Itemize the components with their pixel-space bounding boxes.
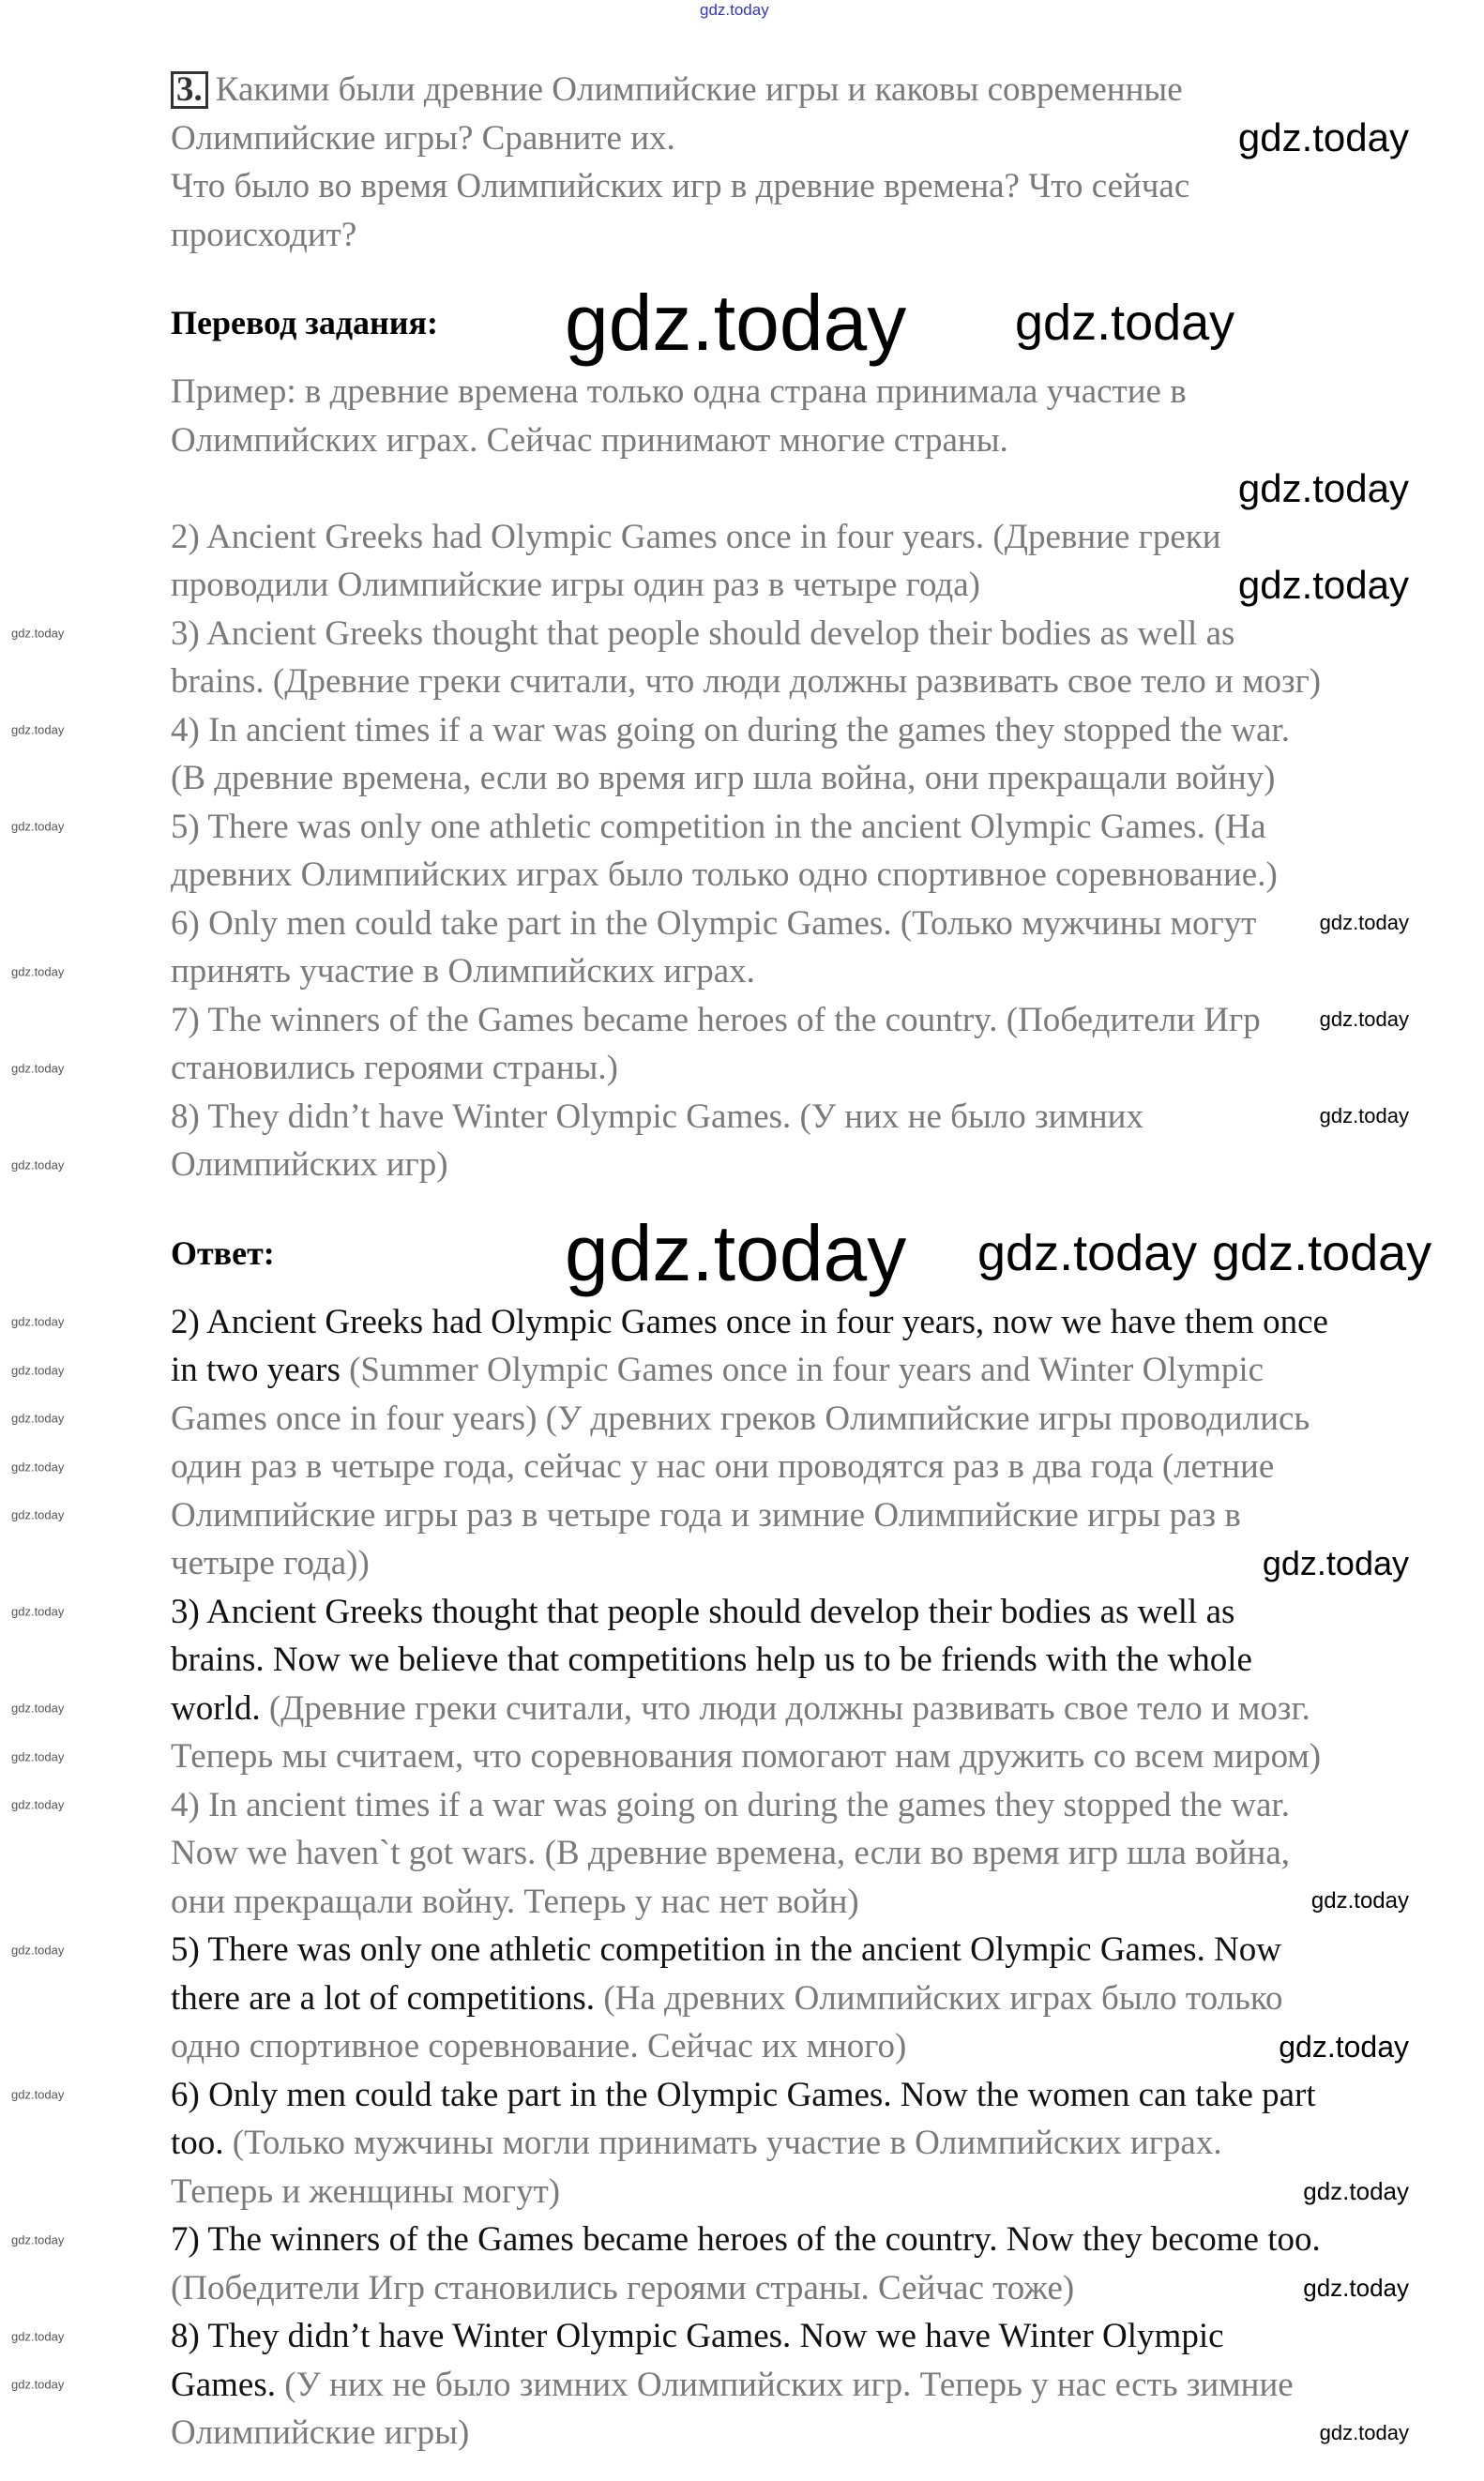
watermark: gdz.today	[11, 626, 65, 641]
translation-line	[171, 464, 1446, 513]
translation-text: Теперь и женщины могут)	[171, 2171, 561, 2211]
question-line	[171, 66, 1446, 114]
translation-text: одно спортивное соревнование. Сейчас их много)	[171, 2027, 907, 2065]
answer-line	[11, 1781, 1446, 1830]
translation-text: 6) Only men could take part in the Olympic Games. (Только мужчины могут	[171, 903, 1257, 943]
translation-text: (В древние времена, если во время игр шла война, они прекращали войну)	[171, 759, 1276, 797]
translation-text: Games once in four years) (У древних греков Олимпийские игры проводились	[171, 1399, 1310, 1438]
watermark: gdz.today	[1303, 2274, 1409, 2303]
translation-line	[171, 851, 1446, 900]
watermark: gdz.today	[700, 1, 769, 19]
answer-line	[11, 2071, 1446, 2120]
answer-line	[11, 1685, 1446, 1733]
answer-line	[11, 1395, 1446, 1444]
translation-text: Пример: в древние времена только одна страна принимала участие в	[171, 372, 1187, 411]
watermark: gdz.today	[1212, 1224, 1432, 1281]
answer-text: 2) Ancient Greeks had Olympic Games once in four years, now we have them once	[171, 1302, 1328, 1341]
answer-text: brains. Now we believe that competitions help us to be friends with the whole	[171, 1641, 1252, 1679]
answer-text: 7) The winners of the Games became heroes of the country. Now they become too.	[171, 2220, 1321, 2259]
answer-text: 8) They didn’t have Winter Olympic Games. Now we have Winter Olympic	[171, 2317, 1224, 2355]
watermark: gdz.today	[11, 1363, 65, 1378]
watermark: gdz.today	[11, 1460, 65, 1475]
answer-line	[171, 1636, 1446, 1685]
translation-text: Олимпийские игры)	[171, 2413, 470, 2452]
watermark: gdz.today	[1237, 562, 1409, 607]
translation-line	[11, 706, 1446, 755]
answer-text: in two years	[171, 1351, 341, 1389]
answer-line	[171, 2119, 1446, 2168]
translation-line	[11, 947, 1446, 996]
watermark: gdz.today	[1319, 911, 1409, 935]
question-text: Что было во время Олимпийских игр в древние времена? Что сейчас	[171, 167, 1190, 205]
translation-text: проводили Олимпийские игры один раз в четыре года)	[171, 566, 980, 604]
translation-text: 5) There was only one athletic competition in the ancient Olympic Games. (На	[171, 807, 1266, 846]
question-line	[171, 114, 1446, 163]
watermark: gdz.today	[1015, 295, 1235, 351]
translation-heading: Перевод задания:	[171, 304, 438, 341]
watermark: gdz.today	[11, 819, 65, 834]
watermark: gdz.today	[11, 964, 65, 979]
watermark: gdz.today	[11, 1749, 65, 1764]
translation-line	[171, 1093, 1446, 1142]
translation-text: 8) They didn’t have Winter Olympic Games. (У них не было зимних	[171, 1097, 1143, 1136]
translation-line	[11, 803, 1446, 852]
answer-line	[171, 2409, 1446, 2458]
translation-text: Олимпийских играх. Сейчас принимают многие страны.	[171, 420, 1008, 460]
answer-line	[171, 2022, 1446, 2071]
watermark: gdz.today	[11, 1061, 65, 1076]
answer-block	[11, 1298, 1446, 2458]
translation-line	[171, 996, 1446, 1045]
translation-text: один раз в четыре года, сейчас у нас они проводятся раз в два года (летние	[171, 1447, 1275, 1486]
answer-line	[11, 1732, 1446, 1781]
translation-line	[171, 900, 1446, 948]
watermark: gdz.today	[1237, 465, 1409, 510]
translation-text: 3) Ancient Greeks thought that people should develop their bodies as well as	[171, 613, 1235, 653]
translation-line	[11, 610, 1446, 658]
watermark: gdz.today	[11, 2087, 65, 2102]
answer-line	[11, 2361, 1446, 2410]
answer-text: too.	[171, 2124, 224, 2162]
translation-text: (На древних Олимпийских играх было только	[595, 1978, 1283, 2018]
translation-heading-row	[171, 278, 1446, 368]
translation-text: становились героями страны.)	[171, 1049, 618, 1087]
watermark: gdz.today	[565, 1208, 907, 1297]
watermark: gdz.today	[1319, 1104, 1409, 1128]
translation-line	[171, 658, 1446, 706]
translation-text: (У них не было зимних Олимпийских игр. Теперь у нас есть зимние	[276, 2365, 1294, 2404]
watermark: gdz.today	[11, 2377, 65, 2392]
answer-line	[11, 1588, 1446, 1637]
translation-text: (Summer Olympic Games once in four years and Winter Olympic	[340, 1351, 1264, 1389]
question-line	[171, 211, 1446, 260]
answer-line	[11, 1491, 1446, 1540]
translation-text: 4) In ancient times if a war was going on during the games they stopped the war.	[171, 710, 1290, 749]
watermark: gdz.today	[11, 722, 65, 737]
translation-text: 7) The winners of the Games became heroes of the country. (Победители Игр	[171, 1000, 1261, 1039]
watermark: gdz.today	[11, 1701, 65, 1716]
watermark: gdz.today	[11, 1507, 65, 1522]
answer-line	[171, 2168, 1446, 2216]
translation-line	[11, 1141, 1446, 1189]
translation-text: Олимпийских игр)	[171, 1145, 448, 1184]
translation-line	[11, 1044, 1446, 1093]
translation-text: 2) Ancient Greeks had Olympic Games once in four years. (Древние греки	[171, 517, 1221, 556]
question-text: Олимпийские игры? Сравните их.	[171, 118, 675, 158]
translation-text: Теперь мы считаем, что соревнования помогают нам дружить со всем миром)	[171, 1737, 1322, 1776]
watermark: gdz.today	[11, 1604, 65, 1619]
translation-block	[11, 368, 1446, 1189]
watermark: gdz.today	[1237, 115, 1409, 160]
watermark: gdz.today	[11, 1797, 65, 1812]
answer-line	[171, 1878, 1446, 1927]
watermark: gdz.today	[11, 1943, 65, 1958]
watermark: gdz.today	[11, 2329, 65, 2344]
watermark: gdz.today	[11, 1411, 65, 1426]
watermark: gdz.today	[1303, 2177, 1409, 2206]
document-body	[11, 66, 1446, 2458]
answer-line	[11, 1926, 1446, 1974]
watermark: gdz.today	[11, 1157, 65, 1172]
translation-line	[171, 368, 1446, 416]
answer-line	[171, 1829, 1446, 1878]
watermark: gdz.today	[977, 1224, 1198, 1281]
answer-text: Games.	[171, 2365, 276, 2404]
watermark: gdz.today	[1310, 1888, 1409, 1914]
answer-line	[11, 2312, 1446, 2361]
translation-text: они прекращали войну. Теперь у нас нет войн)	[171, 1882, 859, 1921]
question-number: 3.	[171, 71, 208, 109]
translation-line	[171, 561, 1446, 610]
translation-text: принять участие в Олимпийских играх.	[171, 952, 755, 991]
answer-text: there are a lot of competitions.	[171, 1978, 596, 2018]
translation-line	[171, 754, 1446, 803]
watermark: gdz.today	[1262, 1543, 1409, 1582]
watermark: gdz.today	[565, 279, 907, 367]
answer-line	[171, 1539, 1446, 1588]
answer-text: 6) Only men could take part in the Olympic Games. Now the women can take part	[171, 2075, 1316, 2114]
translation-text: (Древние греки считали, что люди должны развивать свое тело и мозг.	[260, 1688, 1310, 1728]
watermark: gdz.today	[11, 1314, 65, 1329]
watermark: gdz.today	[1319, 1007, 1409, 1032]
answer-text: world.	[171, 1688, 261, 1728]
answer-line	[11, 1346, 1446, 1395]
translation-text: четыре года))	[171, 1544, 370, 1582]
translation-text: Now we haven`t got wars. (В древние времена, если во время игр шла война,	[171, 1834, 1291, 1872]
translation-text: (Только мужчины могли принимать участие в Олимпийских играх.	[223, 2124, 1222, 2162]
answer-line	[171, 1974, 1446, 2023]
question-text: Какими были древние Олимпийские игры и каковы современные	[215, 70, 1183, 109]
watermark: gdz.today	[1319, 2420, 1409, 2444]
question-block	[171, 66, 1446, 259]
translation-text: древних Олимпийских играх было только одно спортивное соревнование.)	[171, 855, 1278, 894]
answer-text: 5) There was only one athletic competition in the ancient Olympic Games. Now	[171, 1930, 1282, 1969]
watermark: gdz.today	[1279, 2029, 1409, 2064]
answer-line	[11, 1298, 1446, 1347]
watermark: gdz.today	[11, 2232, 65, 2247]
translation-line	[171, 513, 1446, 562]
answer-line	[171, 2264, 1446, 2313]
translation-text: brains. (Древние греки считали, что люди должны развивать свое тело и мозг)	[171, 662, 1322, 701]
answer-text: 3) Ancient Greeks thought that people should develop their bodies as well as	[171, 1592, 1235, 1631]
question-line	[171, 162, 1446, 211]
answer-heading-row	[171, 1208, 1446, 1298]
translation-line	[171, 416, 1446, 465]
answer-heading: Ответ:	[171, 1233, 275, 1272]
question-text: происходит?	[171, 215, 357, 254]
translation-text: (Победители Игр становились героями страны. Сейчас тоже)	[171, 2268, 1075, 2307]
answer-line	[11, 1443, 1446, 1491]
answer-line	[11, 2216, 1446, 2264]
translation-text: 4) In ancient times if a war was going on during the games they stopped the war.	[171, 1785, 1290, 1824]
translation-text: Олимпийские игры раз в четыре года и зимние Олимпийские игры раз в	[171, 1495, 1241, 1535]
